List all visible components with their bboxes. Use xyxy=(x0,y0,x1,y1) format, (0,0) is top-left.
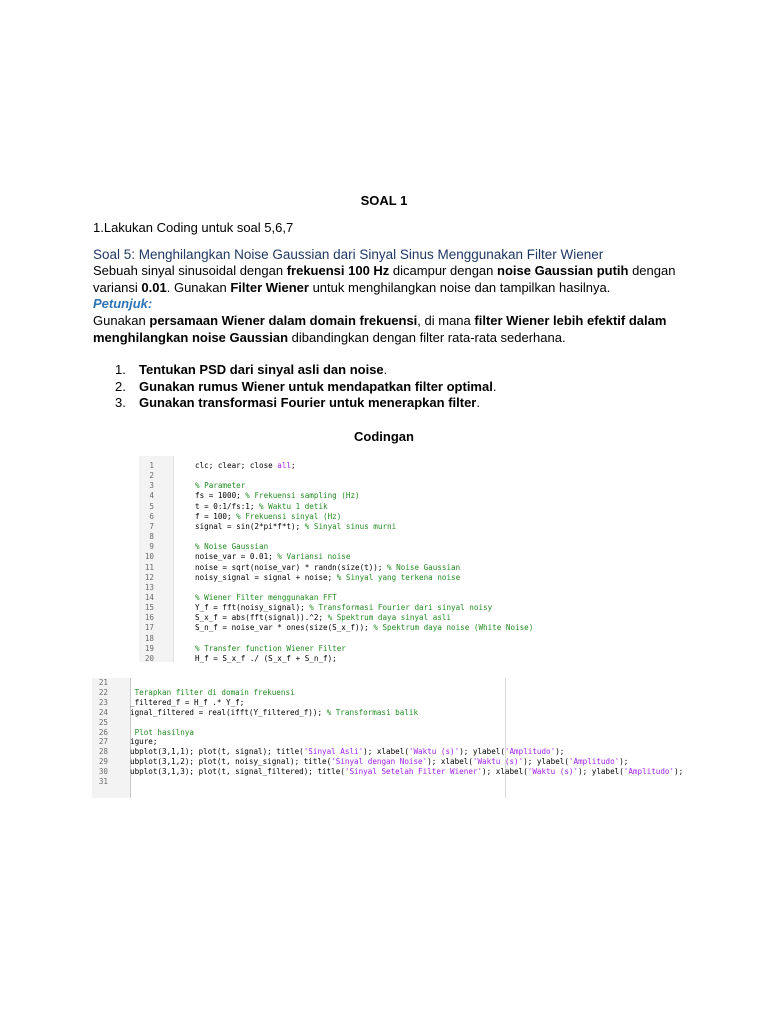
line-number: 6 xyxy=(149,511,154,521)
line-number: 19 xyxy=(144,643,154,653)
line-number: 18 xyxy=(144,633,154,643)
line-number: 22 xyxy=(98,687,108,697)
code-line xyxy=(195,502,328,512)
code-text: igure; xyxy=(130,737,158,747)
code-comment: % Parameter xyxy=(195,481,246,491)
code-text: fs = 1000; xyxy=(195,491,246,501)
line-number: 27 xyxy=(98,737,108,747)
code-text: ); xlabel( xyxy=(363,747,409,757)
code-line xyxy=(130,767,683,777)
hint-line-2 xyxy=(93,330,666,347)
hint-bold: filter Wiener lebih efektif dalam xyxy=(474,313,667,328)
hint-bold: menghilangkan noise Gaussian xyxy=(93,329,289,345)
code-comment: % Transfer function Wiener Filter xyxy=(195,643,346,653)
desc-text: . Gunakan xyxy=(166,279,231,295)
desc-line-2 xyxy=(93,280,675,297)
step-end: . xyxy=(476,395,480,410)
line-number: 2 xyxy=(149,471,154,481)
line-number: 31 xyxy=(98,777,108,786)
step-text: Gunakan rumus Wiener untuk mendapatkan filter optimal xyxy=(139,378,493,394)
desc-text: Sebuah sinyal sinusoidal dengan xyxy=(93,263,287,278)
line-number: 13 xyxy=(144,582,154,592)
line-number: 9 xyxy=(149,542,154,552)
code-line xyxy=(130,747,564,757)
desc-bold: Filter Wiener xyxy=(230,279,309,295)
code-comment: % Sinyal yang terkena noise xyxy=(336,572,461,582)
right-margin-line xyxy=(505,678,506,798)
code-text: ); xyxy=(674,767,684,777)
code-line xyxy=(195,623,533,633)
soal5-heading: Soal 5: Menghilangkan Noise Gaussian dari Sinyal Sinus Menggunakan Filter Wiener xyxy=(93,247,604,262)
hint-text-part: dibandingkan dengan filter rata-rata sederhana. xyxy=(288,329,566,345)
code-text: noise_var = 0.01; xyxy=(195,552,278,562)
code-string: 'Sinyal dengan Noise' xyxy=(331,757,428,767)
page-title: SOAL 1 xyxy=(360,193,408,208)
code-text: ignal_filtered = real(ifft(Y_filtered_f)); xyxy=(130,707,327,717)
steps-list xyxy=(93,362,496,412)
line-number: 5 xyxy=(149,501,154,511)
hint-line-1 xyxy=(93,313,666,330)
intro-text: 1.Lakukan Coding untuk soal 5,6,7 xyxy=(93,220,294,235)
code-text: ); ylabel( xyxy=(523,757,569,767)
code-text: ); xyxy=(619,757,629,767)
step-number: 2. xyxy=(115,378,126,394)
code-line xyxy=(195,461,296,471)
code-comment: % Frekuensi sinyal (Hz) xyxy=(236,511,342,521)
code-comment: % Noise Gaussian xyxy=(195,542,269,552)
code-text: ; xyxy=(291,461,296,470)
code-text: S_n_f = noise_var * ones(size(S_x_f)); xyxy=(195,623,374,633)
line-number: 16 xyxy=(144,613,154,623)
code-comment: % Noise Gaussian xyxy=(387,562,461,572)
code-comment: % Frekuensi sampling (Hz) xyxy=(245,491,360,501)
line-number: 23 xyxy=(98,697,108,707)
desc-text: dengan xyxy=(628,263,676,278)
line-number: 30 xyxy=(98,767,108,777)
code-text: ); xyxy=(555,747,565,757)
code-line xyxy=(195,654,337,664)
list-item xyxy=(93,379,496,396)
code-line xyxy=(195,481,245,491)
line-number: 3 xyxy=(149,481,154,491)
code-line xyxy=(195,542,268,552)
code-comment: % Variansi noise xyxy=(277,552,351,562)
hint-text xyxy=(93,313,666,346)
code-line xyxy=(195,603,492,613)
line-number: 7 xyxy=(149,521,154,531)
code-text: Y_f = fft(noisy_signal); xyxy=(195,603,310,613)
soal5-description xyxy=(93,263,675,296)
code-text: ); xlabel( xyxy=(427,757,473,767)
code-comment: Plot hasilnya xyxy=(130,727,195,737)
code-text: noise = sqrt(noise_var) * randn(size(t)); xyxy=(195,562,388,572)
desc-text: untuk menghilangkan noise dan tampilkan hasilnya. xyxy=(308,279,611,295)
code-comment: % Spektrum daya noise (White Noise) xyxy=(373,623,534,633)
code-line xyxy=(195,573,460,583)
desc-bold: noise Gaussian putih xyxy=(497,263,629,278)
code-text: ubplot(3,1,3); plot(t, signal_filtered); title( xyxy=(130,767,345,777)
code-string: 'Waktu (s)' xyxy=(527,767,579,777)
line-number: 12 xyxy=(144,572,154,582)
code-line xyxy=(130,708,418,718)
hint-text-part: Gunakan xyxy=(93,313,150,328)
code-line xyxy=(130,698,244,708)
desc-text: dicampur dengan xyxy=(389,263,497,278)
code-line xyxy=(195,563,460,573)
line-number: 14 xyxy=(144,592,154,602)
code-comment: % Sinyal sinus murni xyxy=(304,521,397,531)
code-comment: % Transformasi balik xyxy=(326,707,419,717)
code-text: ); ylabel( xyxy=(578,767,624,777)
code-line xyxy=(130,688,295,698)
code-comment: % Spektrum daya sinyal asli xyxy=(327,613,452,623)
line-number: 24 xyxy=(98,707,108,717)
line-number: 11 xyxy=(144,562,154,572)
code-text: noisy_signal = signal + noise; xyxy=(195,572,337,582)
code-text: ); xlabel( xyxy=(482,767,528,777)
line-number: 17 xyxy=(144,623,154,633)
code-text: ); ylabel( xyxy=(459,747,505,757)
line-number: 25 xyxy=(98,717,108,727)
code-string: 'Amplitudo' xyxy=(504,747,556,757)
desc-line-1 xyxy=(93,263,675,280)
code-line xyxy=(195,644,346,654)
list-item xyxy=(93,395,496,412)
code-text: t = 0:1/fs:1; xyxy=(195,501,260,511)
code-line xyxy=(195,512,341,522)
step-number: 3. xyxy=(115,395,126,410)
line-number: 20 xyxy=(144,653,154,663)
code-text: f = 100; xyxy=(195,511,237,521)
line-number: 29 xyxy=(98,757,108,767)
code-comment: % Wiener Filter menggunakan FFT xyxy=(195,592,337,602)
line-number: 28 xyxy=(98,747,108,757)
line-number: 10 xyxy=(144,552,154,562)
code-text: _filtered_f = H_f .* Y_f; xyxy=(130,697,245,707)
hint-bold: persamaan Wiener dalam domain frekuensi xyxy=(149,313,418,328)
desc-bold: frekuensi 100 Hz xyxy=(286,263,390,278)
code-text: signal = sin(2*pi*f*t); xyxy=(195,521,305,531)
line-number: 21 xyxy=(98,678,108,687)
desc-text: variansi xyxy=(93,279,142,295)
code-text: clc; clear; close xyxy=(195,461,278,470)
code-comment: % Transformasi Fourier dari sinyal noisy xyxy=(309,603,493,613)
code-comment: Terapkan filter di domain frekuensi xyxy=(130,687,295,697)
line-number: 1 xyxy=(149,461,154,470)
code-line xyxy=(195,522,396,532)
code-screenshot-1 xyxy=(139,456,609,662)
desc-bold: 0.01 xyxy=(141,279,167,295)
code-comment: % Waktu 1 detik xyxy=(259,501,328,511)
step-number: 1. xyxy=(115,362,126,377)
step-text: Gunakan transformasi Fourier untuk menerapkan filter xyxy=(139,395,477,410)
step-text: Tentukan PSD dari sinyal asli dan noise xyxy=(139,362,384,377)
code-string: 'Sinyal Setelah Filter Wiener' xyxy=(344,767,483,777)
code-text: H_f = S_x_f ./ (S_x_f + S_n_f); xyxy=(195,653,337,663)
code-screenshot-2 xyxy=(92,678,768,798)
line-number: 26 xyxy=(98,727,108,737)
hint-text-part: , di mana xyxy=(417,313,475,328)
line-number: 4 xyxy=(149,491,154,501)
code-line xyxy=(130,757,628,767)
code-text: ubplot(3,1,2); plot(t, noisy_signal); title( xyxy=(130,757,332,767)
code-text: S_x_f = abs(fft(signal)).^2; xyxy=(195,613,328,623)
code-line xyxy=(195,552,350,562)
code-line xyxy=(195,593,337,603)
hint-label: Petunjuk: xyxy=(93,296,153,311)
code-line xyxy=(195,613,451,623)
list-item xyxy=(93,362,496,379)
code-line xyxy=(130,737,157,747)
code-title: Codingan xyxy=(354,429,414,444)
code-line xyxy=(130,728,194,738)
step-end: . xyxy=(492,378,497,394)
code-line xyxy=(195,491,360,501)
code-string: 'Sinyal Asli' xyxy=(303,747,364,757)
code-string: 'Amplitudo' xyxy=(623,767,675,777)
code-string: 'Waktu (s)' xyxy=(408,747,460,757)
line-number: 8 xyxy=(149,532,154,542)
code-string: 'Amplitudo' xyxy=(568,757,620,767)
code-keyword: all xyxy=(277,461,292,470)
code-string: 'Waktu (s)' xyxy=(472,757,524,767)
code-text: ubplot(3,1,1); plot(t, signal); title( xyxy=(130,747,304,757)
step-end: . xyxy=(383,362,388,377)
line-number: 15 xyxy=(144,603,154,613)
